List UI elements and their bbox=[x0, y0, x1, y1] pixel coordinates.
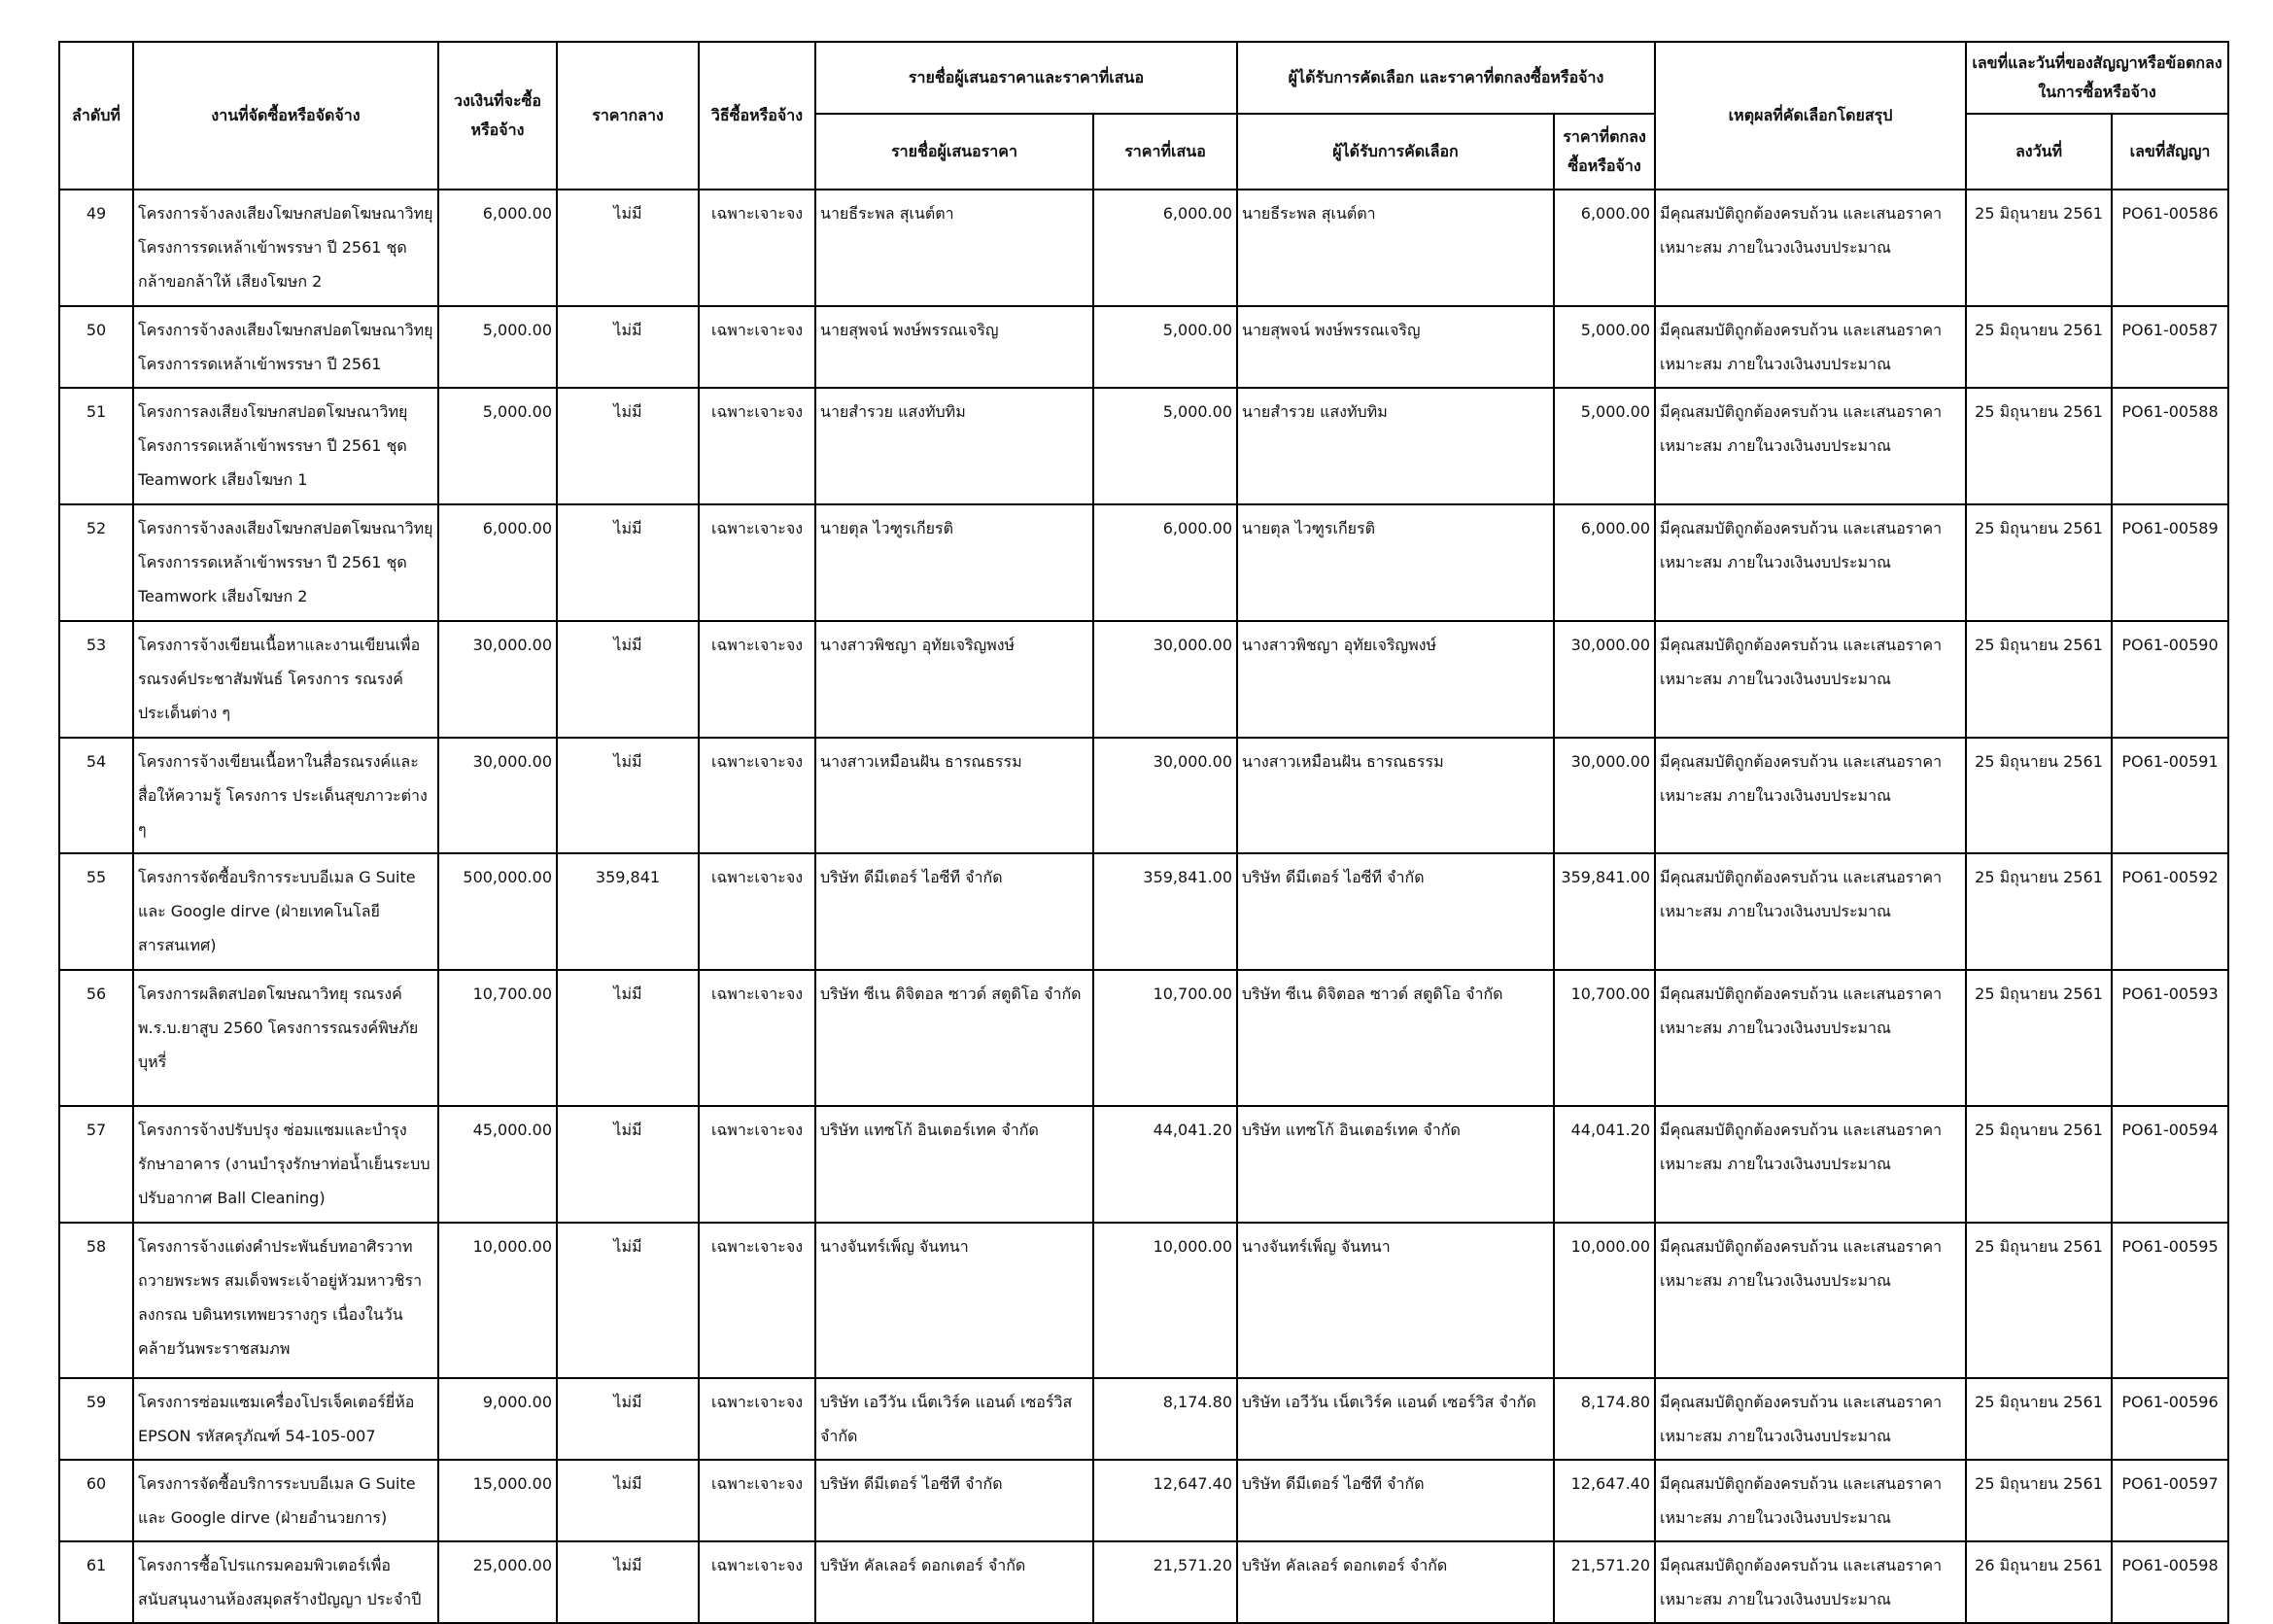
median-price: ไม่มี bbox=[557, 306, 699, 388]
winner-name: นางสาวเหมือนฝัน ธารณธรรม bbox=[1237, 738, 1554, 853]
selection-reason: มีคุณสมบัติถูกต้องครบถ้วน และเสนอราคาเหมาะสม ภายในวงเงินงบประมาณ bbox=[1655, 1106, 1966, 1223]
median-price: ไม่มี bbox=[557, 1378, 699, 1460]
winner-name: นายสำรวย แสงทับทิม bbox=[1237, 388, 1554, 504]
procurement-method: เฉพาะเจาะจง bbox=[699, 388, 815, 504]
header-bidder: รายชื่อผู้เสนอราคา bbox=[815, 114, 1093, 190]
table-row bbox=[59, 1378, 2228, 1460]
bidder-name: นายสุพจน์ พงษ์พรรณเจริญ bbox=[815, 306, 1093, 388]
median-price: ไม่มี bbox=[557, 388, 699, 504]
bid-price: 6,000.00 bbox=[1093, 190, 1237, 306]
median-price: ไม่มี bbox=[557, 1460, 699, 1541]
selection-reason: มีคุณสมบัติถูกต้องครบถ้วน และเสนอราคาเหมาะสม ภายในวงเงินงบประมาณ bbox=[1655, 621, 1966, 738]
row-number: 52 bbox=[59, 504, 133, 621]
median-price: ไม่มี bbox=[557, 190, 699, 306]
item-description: โครงการจัดซื้อบริการระบบอีเมล G Suite และ Google dirve (ฝ่ายอำนวยการ) bbox=[133, 1460, 438, 1541]
row-number: 56 bbox=[59, 970, 133, 1106]
contract-date: 25 มิถุนายน 2561 bbox=[1966, 190, 2112, 306]
budget-amount: 500,000.00 bbox=[438, 853, 557, 970]
header-winner: ผู้ได้รับการคัดเลือก bbox=[1237, 114, 1554, 190]
bid-price: 6,000.00 bbox=[1093, 504, 1237, 621]
item-description: โครงการจ้างลงเสียงโฆษกสปอตโฆษณาวิทยุ โครงการรดเหล้าเข้าพรรษา ปี 2561 ชุดกล้าขอกล้าให้ เสียงโฆษก 2 bbox=[133, 190, 438, 306]
selection-reason: มีคุณสมบัติถูกต้องครบถ้วน และเสนอราคาเหมาะสม ภายในวงเงินงบประมาณ bbox=[1655, 504, 1966, 621]
winner-name: บริษัท ซีเน ดิจิตอล ซาวด์ สตูดิโอ จำกัด bbox=[1237, 970, 1554, 1106]
median-price: ไม่มี bbox=[557, 1541, 699, 1623]
contract-date: 25 มิถุนายน 2561 bbox=[1966, 1106, 2112, 1223]
bidder-name: บริษัท ดีมีเตอร์ ไอซีที จำกัด bbox=[815, 853, 1093, 970]
contract-number: PO61-00588 bbox=[2112, 388, 2228, 504]
contract-date: 25 มิถุนายน 2561 bbox=[1966, 1460, 2112, 1541]
contract-number: PO61-00593 bbox=[2112, 970, 2228, 1106]
budget-amount: 25,000.00 bbox=[438, 1541, 557, 1623]
median-price: ไม่มี bbox=[557, 1223, 699, 1378]
item-description: โครงการจัดซื้อบริการระบบอีเมล G Suite และ Google dirve (ฝ่ายเทคโนโลยีสารสนเทศ) bbox=[133, 853, 438, 970]
table-row bbox=[59, 306, 2228, 388]
procurement-method: เฉพาะเจาะจง bbox=[699, 306, 815, 388]
median-price: ไม่มี bbox=[557, 621, 699, 738]
header-contract-no: เลขที่สัญญา bbox=[2112, 114, 2228, 190]
bid-price: 10,000.00 bbox=[1093, 1223, 1237, 1378]
item-description: โครงการซื้อโปรแกรมคอมพิวเตอร์เพื่อสนับสนุนงานห้องสมุดสร้างปัญญา ประจำปี bbox=[133, 1541, 438, 1623]
budget-amount: 5,000.00 bbox=[438, 388, 557, 504]
agreed-price: 10,000.00 bbox=[1554, 1223, 1655, 1378]
selection-reason: มีคุณสมบัติถูกต้องครบถ้วน และเสนอราคาเหมาะสม ภายในวงเงินงบประมาณ bbox=[1655, 738, 1966, 853]
selection-reason: มีคุณสมบัติถูกต้องครบถ้วน และเสนอราคาเหมาะสม ภายในวงเงินงบประมาณ bbox=[1655, 1223, 1966, 1378]
winner-name: บริษัท คัลเลอร์ ดอกเตอร์ จำกัด bbox=[1237, 1541, 1554, 1623]
header-budget: วงเงินที่จะซื้อหรือจ้าง bbox=[438, 42, 557, 190]
winner-name: นายธีระพล สุเนต์ตา bbox=[1237, 190, 1554, 306]
bidder-name: บริษัท แทซโก้ อินเตอร์เทค จำกัด bbox=[815, 1106, 1093, 1223]
winner-name: นางจันทร์เพ็ญ จันทนา bbox=[1237, 1223, 1554, 1378]
budget-amount: 30,000.00 bbox=[438, 621, 557, 738]
agreed-price: 30,000.00 bbox=[1554, 621, 1655, 738]
contract-number: PO61-00597 bbox=[2112, 1460, 2228, 1541]
selection-reason: มีคุณสมบัติถูกต้องครบถ้วน และเสนอราคาเหมาะสม ภายในวงเงินงบประมาณ bbox=[1655, 306, 1966, 388]
row-number: 53 bbox=[59, 621, 133, 738]
budget-amount: 45,000.00 bbox=[438, 1106, 557, 1223]
row-number: 61 bbox=[59, 1541, 133, 1623]
item-description: โครงการจ้างลงเสียงโฆษกสปอตโฆษณาวิทยุ โครงการรดเหล้าเข้าพรรษา ปี 2561 ชุด Teamwork เสียงโฆษก 2 bbox=[133, 504, 438, 621]
row-number: 54 bbox=[59, 738, 133, 853]
table-row bbox=[59, 970, 2228, 1106]
bid-price: 8,174.80 bbox=[1093, 1378, 1237, 1460]
procurement-method: เฉพาะเจาะจง bbox=[699, 1541, 815, 1623]
budget-amount: 30,000.00 bbox=[438, 738, 557, 853]
selection-reason: มีคุณสมบัติถูกต้องครบถ้วน และเสนอราคาเหมาะสม ภายในวงเงินงบประมาณ bbox=[1655, 1460, 1966, 1541]
contract-date: 25 มิถุนายน 2561 bbox=[1966, 853, 2112, 970]
agreed-price: 12,647.40 bbox=[1554, 1460, 1655, 1541]
header-date: ลงวันที่ bbox=[1966, 114, 2112, 190]
item-description: โครงการจ้างเขียนเนื้อหาในสื่อรณรงค์และสื่อให้ความรู้ โครงการ ประเด็นสุขภาวะต่าง ๆ bbox=[133, 738, 438, 853]
median-price: ไม่มี bbox=[557, 738, 699, 853]
row-number: 50 bbox=[59, 306, 133, 388]
table-row bbox=[59, 621, 2228, 738]
table-row bbox=[59, 738, 2228, 853]
selection-reason: มีคุณสมบัติถูกต้องครบถ้วน และเสนอราคาเหมาะสม ภายในวงเงินงบประมาณ bbox=[1655, 1378, 1966, 1460]
item-description: โครงการจ้างปรับปรุง ซ่อมแซมและบำรุงรักษาอาคาร (งานบำรุงรักษาท่อน้ำเย็นระบบปรับอากาศ Ball Cleaning) bbox=[133, 1106, 438, 1223]
header-method: วิธีซื้อหรือจ้าง bbox=[699, 42, 815, 190]
contract-date: 25 มิถุนายน 2561 bbox=[1966, 738, 2112, 853]
bidder-name: บริษัท เอวีวัน เน็ตเวิร์ค แอนด์ เซอร์วิส จำกัด bbox=[815, 1378, 1093, 1460]
bid-price: 359,841.00 bbox=[1093, 853, 1237, 970]
contract-number: PO61-00591 bbox=[2112, 738, 2228, 853]
bidder-name: บริษัท คัลเลอร์ ดอกเตอร์ จำกัด bbox=[815, 1541, 1093, 1623]
row-number: 51 bbox=[59, 388, 133, 504]
bidder-name: นายตุล ไวฑูรเกียรติ bbox=[815, 504, 1093, 621]
procurement-method: เฉพาะเจาะจง bbox=[699, 970, 815, 1106]
selection-reason: มีคุณสมบัติถูกต้องครบถ้วน และเสนอราคาเหมาะสม ภายในวงเงินงบประมาณ bbox=[1655, 1541, 1966, 1623]
row-number: 59 bbox=[59, 1378, 133, 1460]
agreed-price: 5,000.00 bbox=[1554, 388, 1655, 504]
contract-date: 25 มิถุนายน 2561 bbox=[1966, 388, 2112, 504]
table-header bbox=[59, 42, 2228, 190]
bid-price: 5,000.00 bbox=[1093, 388, 1237, 504]
bidder-name: นายธีระพล สุเนต์ตา bbox=[815, 190, 1093, 306]
contract-date: 25 มิถุนายน 2561 bbox=[1966, 504, 2112, 621]
budget-amount: 10,700.00 bbox=[438, 970, 557, 1106]
bid-price: 44,041.20 bbox=[1093, 1106, 1237, 1223]
table-row bbox=[59, 1223, 2228, 1378]
contract-number: PO61-00590 bbox=[2112, 621, 2228, 738]
winner-name: บริษัท ดีมีเตอร์ ไอซีที จำกัด bbox=[1237, 1460, 1554, 1541]
winner-name: บริษัท แทซโก้ อินเตอร์เทค จำกัด bbox=[1237, 1106, 1554, 1223]
header-agreed-price: ราคาที่ตกลงซื้อหรือจ้าง bbox=[1554, 114, 1655, 190]
procurement-method: เฉพาะเจาะจง bbox=[699, 853, 815, 970]
table-row bbox=[59, 853, 2228, 970]
contract-number: PO61-00596 bbox=[2112, 1378, 2228, 1460]
contract-number: PO61-00586 bbox=[2112, 190, 2228, 306]
selection-reason: มีคุณสมบัติถูกต้องครบถ้วน และเสนอราคาเหมาะสม ภายในวงเงินงบประมาณ bbox=[1655, 388, 1966, 504]
item-description: โครงการจ้างแต่งคำประพันธ์บทอาศิรวาทถวายพระพร สมเด็จพระเจ้าอยู่หัวมหาวชิราลงกรณ บดินทรเทพยวรางกูร เนื่องในวันคล้ายวันพระราชสมภพ bbox=[133, 1223, 438, 1378]
agreed-price: 6,000.00 bbox=[1554, 190, 1655, 306]
bidder-name: นางจันทร์เพ็ญ จันทนา bbox=[815, 1223, 1093, 1378]
budget-amount: 6,000.00 bbox=[438, 190, 557, 306]
contract-date: 25 มิถุนายน 2561 bbox=[1966, 1378, 2112, 1460]
agreed-price: 8,174.80 bbox=[1554, 1378, 1655, 1460]
procurement-method: เฉพาะเจาะจง bbox=[699, 1106, 815, 1223]
bid-price: 21,571.20 bbox=[1093, 1541, 1237, 1623]
budget-amount: 15,000.00 bbox=[438, 1460, 557, 1541]
winner-name: บริษัท ดีมีเตอร์ ไอซีที จำกัด bbox=[1237, 853, 1554, 970]
table-row bbox=[59, 1106, 2228, 1223]
procurement-method: เฉพาะเจาะจง bbox=[699, 1378, 815, 1460]
contract-date: 25 มิถุนายน 2561 bbox=[1966, 1223, 2112, 1378]
selection-reason: มีคุณสมบัติถูกต้องครบถ้วน และเสนอราคาเหมาะสม ภายในวงเงินงบประมาณ bbox=[1655, 190, 1966, 306]
contract-date: 25 มิถุนายน 2561 bbox=[1966, 970, 2112, 1106]
table-row bbox=[59, 1460, 2228, 1541]
bid-price: 10,700.00 bbox=[1093, 970, 1237, 1106]
winner-name: นายสุพจน์ พงษ์พรรณเจริญ bbox=[1237, 306, 1554, 388]
row-number: 57 bbox=[59, 1106, 133, 1223]
item-description: โครงการลงเสียงโฆษกสปอตโฆษณาวิทยุ โครงการรดเหล้าเข้าพรรษา ปี 2561 ชุด Teamwork เสียงโฆษก 1 bbox=[133, 388, 438, 504]
contract-number: PO61-00587 bbox=[2112, 306, 2228, 388]
procurement-method: เฉพาะเจาะจง bbox=[699, 1223, 815, 1378]
agreed-price: 5,000.00 bbox=[1554, 306, 1655, 388]
header-bid-price: ราคาที่เสนอ bbox=[1093, 114, 1237, 190]
table-row bbox=[59, 504, 2228, 621]
item-description: โครงการจ้างลงเสียงโฆษกสปอตโฆษณาวิทยุ โครงการรดเหล้าเข้าพรรษา ปี 2561 bbox=[133, 306, 438, 388]
header-item: งานที่จัดซื้อหรือจัดจ้าง bbox=[133, 42, 438, 190]
agreed-price: 359,841.00 bbox=[1554, 853, 1655, 970]
budget-amount: 5,000.00 bbox=[438, 306, 557, 388]
header-median-price: ราคากลาง bbox=[557, 42, 699, 190]
header-contract-group: เลขที่และวันที่ของสัญญาหรือข้อตกลงในการซื้อหรือจ้าง bbox=[1966, 42, 2228, 114]
table-row bbox=[59, 388, 2228, 504]
contract-number: PO61-00592 bbox=[2112, 853, 2228, 970]
agreed-price: 10,700.00 bbox=[1554, 970, 1655, 1106]
selection-reason: มีคุณสมบัติถูกต้องครบถ้วน และเสนอราคาเหมาะสม ภายในวงเงินงบประมาณ bbox=[1655, 970, 1966, 1106]
procurement-table bbox=[58, 41, 2229, 1624]
agreed-price: 30,000.00 bbox=[1554, 738, 1655, 853]
bidder-name: นายสำรวย แสงทับทิม bbox=[815, 388, 1093, 504]
header-bidders-group: รายชื่อผู้เสนอราคาและราคาที่เสนอ bbox=[815, 42, 1237, 114]
item-description: โครงการซ่อมแซมเครื่องโปรเจ็คเตอร์ยี่ห้อ EPSON รหัสครุภัณฑ์ 54-105-007 bbox=[133, 1378, 438, 1460]
header-winner-group: ผู้ได้รับการคัดเลือก และราคาที่ตกลงซื้อหรือจ้าง bbox=[1237, 42, 1655, 114]
contract-number: PO61-00595 bbox=[2112, 1223, 2228, 1378]
bid-price: 30,000.00 bbox=[1093, 738, 1237, 853]
row-number: 58 bbox=[59, 1223, 133, 1378]
item-description: โครงการผลิตสปอตโฆษณาวิทยุ รณรงค์ พ.ร.บ.ยาสูบ 2560 โครงการรณรงค์พิษภัยบุหรี่ bbox=[133, 970, 438, 1106]
bidder-name: บริษัท ซีเน ดิจิตอล ซาวด์ สตูดิโอ จำกัด bbox=[815, 970, 1093, 1106]
contract-number: PO61-00598 bbox=[2112, 1541, 2228, 1623]
table-body bbox=[59, 190, 2228, 1623]
row-number: 55 bbox=[59, 853, 133, 970]
bidder-name: นางสาวพิชญา อุทัยเจริญพงษ์ bbox=[815, 621, 1093, 738]
header-reason: เหตุผลที่คัดเลือกโดยสรุป bbox=[1655, 42, 1966, 190]
table-row bbox=[59, 1541, 2228, 1623]
procurement-method: เฉพาะเจาะจง bbox=[699, 504, 815, 621]
bidder-name: บริษัท ดีมีเตอร์ ไอซีที จำกัด bbox=[815, 1460, 1093, 1541]
agreed-price: 21,571.20 bbox=[1554, 1541, 1655, 1623]
contract-date: 26 มิถุนายน 2561 bbox=[1966, 1541, 2112, 1623]
procurement-method: เฉพาะเจาะจง bbox=[699, 621, 815, 738]
selection-reason: มีคุณสมบัติถูกต้องครบถ้วน และเสนอราคาเหมาะสม ภายในวงเงินงบประมาณ bbox=[1655, 853, 1966, 970]
contract-number: PO61-00594 bbox=[2112, 1106, 2228, 1223]
row-number: 49 bbox=[59, 190, 133, 306]
item-description: โครงการจ้างเขียนเนื้อหาและงานเขียนเพื่อรณรงค์ประชาสัมพันธ์ โครงการ รณรงค์ประเด็นต่าง ๆ bbox=[133, 621, 438, 738]
bid-price: 12,647.40 bbox=[1093, 1460, 1237, 1541]
median-price: ไม่มี bbox=[557, 970, 699, 1106]
agreed-price: 6,000.00 bbox=[1554, 504, 1655, 621]
procurement-method: เฉพาะเจาะจง bbox=[699, 190, 815, 306]
median-price: ไม่มี bbox=[557, 1106, 699, 1223]
budget-amount: 6,000.00 bbox=[438, 504, 557, 621]
contract-date: 25 มิถุนายน 2561 bbox=[1966, 621, 2112, 738]
table-row bbox=[59, 190, 2228, 306]
contract-number: PO61-00589 bbox=[2112, 504, 2228, 621]
budget-amount: 9,000.00 bbox=[438, 1378, 557, 1460]
budget-amount: 10,000.00 bbox=[438, 1223, 557, 1378]
median-price: ไม่มี bbox=[557, 504, 699, 621]
contract-date: 25 มิถุนายน 2561 bbox=[1966, 306, 2112, 388]
median-price: 359,841 bbox=[557, 853, 699, 970]
header-no: ลำดับที่ bbox=[59, 42, 133, 190]
winner-name: นายตุล ไวฑูรเกียรติ bbox=[1237, 504, 1554, 621]
winner-name: นางสาวพิชญา อุทัยเจริญพงษ์ bbox=[1237, 621, 1554, 738]
procurement-method: เฉพาะเจาะจง bbox=[699, 738, 815, 853]
procurement-method: เฉพาะเจาะจง bbox=[699, 1460, 815, 1541]
bid-price: 5,000.00 bbox=[1093, 306, 1237, 388]
winner-name: บริษัท เอวีวัน เน็ตเวิร์ค แอนด์ เซอร์วิส จำกัด bbox=[1237, 1378, 1554, 1460]
bidder-name: นางสาวเหมือนฝัน ธารณธรรม bbox=[815, 738, 1093, 853]
agreed-price: 44,041.20 bbox=[1554, 1106, 1655, 1223]
bid-price: 30,000.00 bbox=[1093, 621, 1237, 738]
row-number: 60 bbox=[59, 1460, 133, 1541]
